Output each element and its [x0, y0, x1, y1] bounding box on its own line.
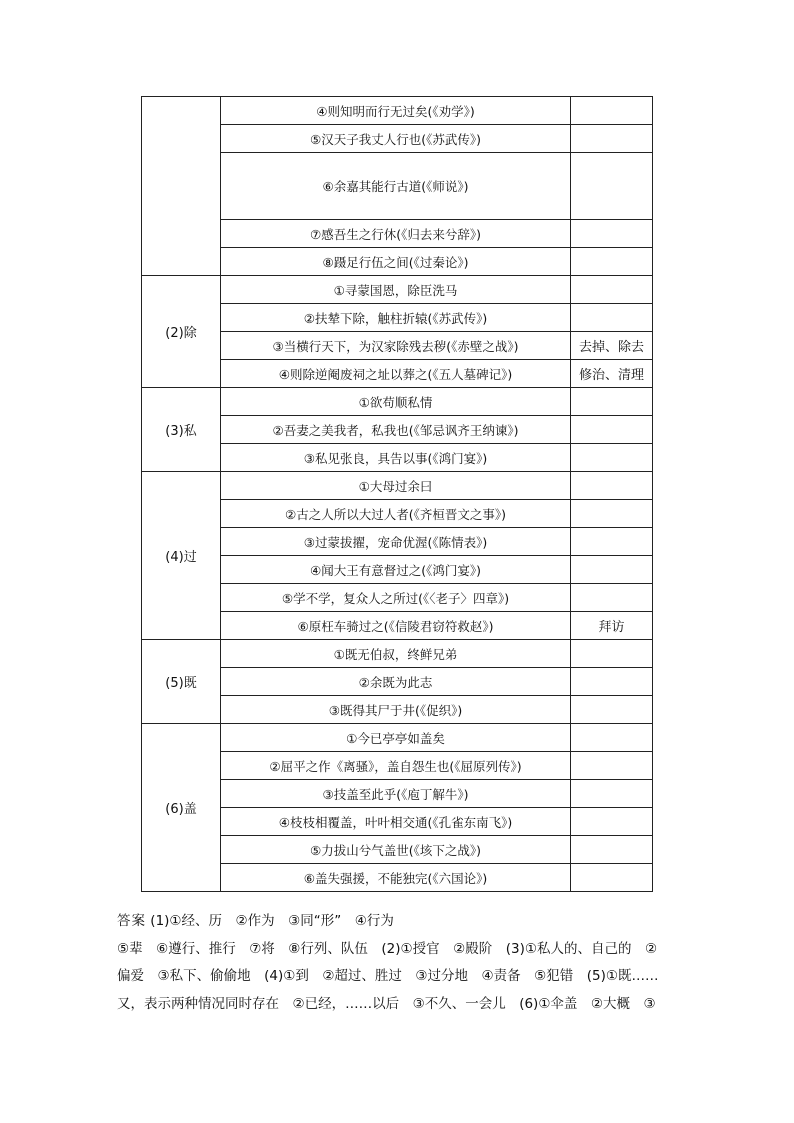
meaning-cell: [571, 640, 653, 668]
answer-section: [117, 908, 677, 1018]
example-sentence-cell: ①既无伯叔，终鲜兄弟: [221, 640, 571, 668]
word-cell: [142, 97, 221, 276]
meaning-cell: [571, 668, 653, 696]
meaning-cell: [571, 97, 653, 125]
meaning-cell: [571, 444, 653, 472]
example-sentence-cell: ②余既为此志: [221, 668, 571, 696]
example-sentence-cell: ①欲苟顺私情: [221, 388, 571, 416]
meaning-cell: [571, 696, 653, 724]
meaning-cell: [571, 752, 653, 780]
example-sentence-cell: ④闻大王有意督过之(《鸿门宴》): [221, 556, 571, 584]
example-sentence-cell: ⑥盖失强援，不能独完(《六国论》): [221, 864, 571, 892]
example-sentence-cell: ②扶辇下除，触柱折辕(《苏武传》): [221, 304, 571, 332]
example-sentence-cell: ③当横行天下，为汉家除残去秽(《赤壁之战》): [221, 332, 571, 360]
meaning-cell: 修治、清理: [571, 360, 653, 388]
table-row: [142, 276, 653, 304]
meaning-cell: [571, 528, 653, 556]
word-cell: (2)除: [142, 276, 221, 388]
example-sentence-cell: ⑤汉天子我丈人行也(《苏武传》): [221, 125, 571, 153]
word-cell: (5)既: [142, 640, 221, 724]
meaning-cell: [571, 220, 653, 248]
meaning-cell: [571, 584, 653, 612]
meaning-cell: [571, 276, 653, 304]
answer-label: 答案: [117, 913, 146, 929]
example-sentence-cell: ③既得其尸于井(《促织》): [221, 696, 571, 724]
meaning-cell: [571, 724, 653, 752]
meaning-cell: [571, 304, 653, 332]
meaning-cell: [571, 125, 653, 153]
example-sentence-cell: ①大母过余曰: [221, 472, 571, 500]
word-cell: (3)私: [142, 388, 221, 472]
meaning-cell: [571, 808, 653, 836]
example-sentence-cell: ⑦感吾生之行休(《归去来兮辞》): [221, 220, 571, 248]
example-sentence-cell: ②屈平之作《离骚》，盖自怨生也(《屈原列传》): [221, 752, 571, 780]
example-sentence-cell: ⑤学不学，复众人之所过(《〈老子〉四章》): [221, 584, 571, 612]
answer-line: 又，表示两种情况同时存在 ②已经，……以后 ③不久、一会儿 (6)①伞盖 ②大概 ③: [117, 995, 656, 1012]
meaning-cell: 去掉、除去: [571, 332, 653, 360]
meaning-cell: [571, 153, 653, 220]
meaning-cell: [571, 556, 653, 584]
table-row: [142, 472, 653, 500]
answer-line: [117, 908, 677, 936]
example-sentence-cell: ④则除逆阉废祠之址以葬之(《五人墓碑记》): [221, 360, 571, 388]
meaning-cell: [571, 780, 653, 808]
meaning-cell: [571, 864, 653, 892]
answer-line: ⑤辈 ⑥遵行、推行 ⑦将 ⑧行列、队伍 (2)①授官 ②殿阶 (3)①私人的、自己的 ②: [117, 940, 658, 957]
table-row: [142, 388, 653, 416]
meaning-cell: [571, 500, 653, 528]
example-sentence-cell: ③过蒙拔擢，宠命优渥(《陈情表》): [221, 528, 571, 556]
example-sentence-cell: ②吾妻之美我者，私我也(《邹忌讽齐王纳谏》): [221, 416, 571, 444]
example-sentence-cell: ①今已亭亭如盖矣: [221, 724, 571, 752]
example-sentence-cell: ⑤力拔山兮气盖世(《垓下之战》): [221, 836, 571, 864]
example-sentence-cell: ⑧蹑足行伍之间(《过秦论》): [221, 248, 571, 276]
meaning-cell: [571, 836, 653, 864]
meaning-cell: [571, 388, 653, 416]
example-sentence-cell: ⑥原枉车骑过之(《信陵君窃符救赵》): [221, 612, 571, 640]
example-sentence-cell: ②古之人所以大过人者(《齐桓晋文之事》): [221, 500, 571, 528]
example-sentence-cell: ③私见张良，具告以事(《鸿门宴》): [221, 444, 571, 472]
example-sentence-cell: ④则知明而行无过矣(《劝学》): [221, 97, 571, 125]
example-sentence-cell: ③技盖至此乎(《庖丁解牛》): [221, 780, 571, 808]
word-cell: (4)过: [142, 472, 221, 640]
meaning-cell: [571, 416, 653, 444]
vocab-table-body: [142, 97, 653, 892]
answer-text: (1)①经、历 ②作为 ③同“形” ④行为: [150, 913, 394, 929]
table-row: [142, 97, 653, 125]
example-sentence-cell: ⑥余嘉其能行古道(《师说》): [221, 153, 571, 220]
answer-line: 偏爱 ③私下、偷偷地 (4)①到 ②超过、胜过 ③过分地 ④责备 ⑤犯错 (5)①既……: [117, 968, 659, 984]
vocab-table: [141, 96, 653, 892]
word-cell: (6)盖: [142, 724, 221, 892]
meaning-cell: 拜访: [571, 612, 653, 640]
meaning-cell: [571, 248, 653, 276]
table-row: [142, 724, 653, 752]
table-row: [142, 640, 653, 668]
example-sentence-cell: ④枝枝相覆盖，叶叶相交通(《孔雀东南飞》): [221, 808, 571, 836]
meaning-cell: [571, 472, 653, 500]
example-sentence-cell: ①寻蒙国恩，除臣洗马: [221, 276, 571, 304]
